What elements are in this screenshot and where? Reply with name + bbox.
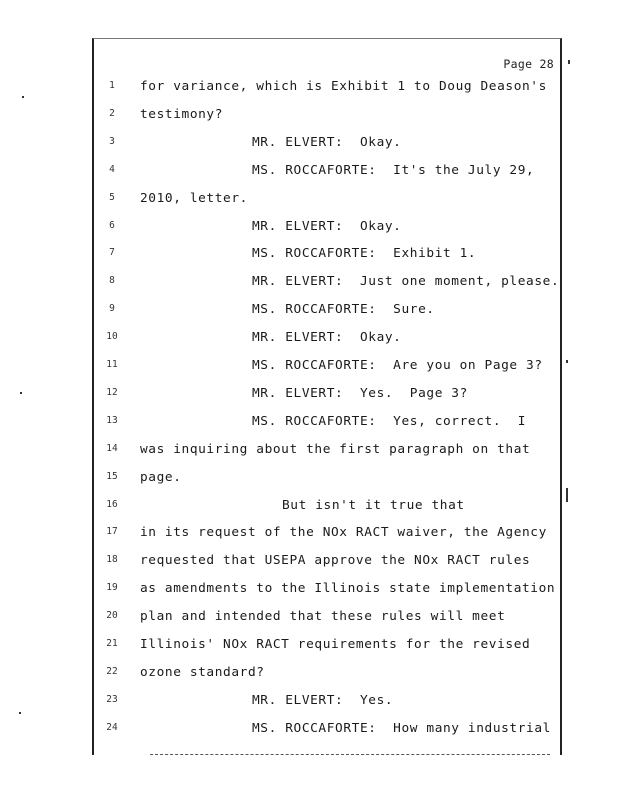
line-number: 17	[106, 526, 118, 538]
scan-mark-left-1	[22, 96, 24, 98]
line-number: 11	[106, 359, 118, 370]
line-text: MS. ROCCAFORTE: How many industrial	[252, 720, 551, 736]
line-text: But isn't it true that	[282, 497, 465, 513]
scan-mark-right-2	[566, 488, 568, 502]
line-text: MS. ROCCAFORTE: Exhibit 1.	[252, 246, 477, 262]
transcript-line	[94, 77, 560, 97]
scan-mark-right-1	[568, 60, 570, 64]
line-number: 1	[109, 80, 115, 91]
transcript-line	[94, 272, 560, 292]
line-text: was inquiring about the first paragraph on that	[140, 441, 531, 457]
line-text: MS. ROCCAFORTE: Sure.	[252, 302, 435, 318]
line-text: MR. ELVERT: Yes. Page 3?	[252, 385, 468, 401]
line-text: Illinois' NOx RACT requirements for the revised	[140, 637, 531, 652]
transcript-page-frame	[92, 38, 562, 755]
line-number: 22	[106, 665, 118, 677]
line-text: plan and intended that these rules will meet	[140, 609, 506, 625]
line-number: 24	[106, 721, 118, 733]
scan-mark-right-3	[566, 360, 568, 363]
transcript-line	[94, 217, 560, 237]
line-number: 8	[109, 275, 115, 287]
scan-mark-left-3	[19, 712, 21, 714]
line-number: 18	[106, 554, 118, 566]
line-number: 9	[109, 303, 115, 315]
transcript-line	[94, 579, 560, 599]
transcript-line	[94, 691, 560, 711]
transcript-line	[94, 468, 560, 488]
transcript-line	[94, 328, 560, 348]
transcript-line	[94, 523, 560, 543]
transcript-line	[94, 384, 560, 404]
line-number: 16	[106, 498, 118, 510]
line-text: 2010, letter.	[140, 190, 248, 206]
page-label: Page 28	[503, 57, 554, 71]
line-text: MR. ELVERT: Okay.	[252, 330, 402, 346]
line-text: page.	[140, 469, 182, 485]
scan-footer-noise	[150, 754, 550, 759]
transcript-line	[94, 300, 560, 320]
line-text: MR. ELVERT: Okay.	[252, 134, 402, 150]
line-number: 10	[106, 331, 118, 343]
line-number: 19	[106, 582, 118, 594]
line-text: in its request of the NOx RACT waiver, the Agency	[140, 525, 547, 541]
transcript-line	[94, 105, 560, 125]
transcript-line	[94, 133, 560, 153]
transcript-line	[94, 663, 560, 683]
line-number: 13	[106, 414, 118, 426]
transcript-line	[94, 412, 560, 432]
line-text: MR. ELVERT: Yes.	[252, 692, 394, 708]
transcript-line	[94, 161, 560, 181]
line-number: 20	[106, 610, 118, 622]
line-number: 2	[109, 107, 115, 119]
line-number: 7	[109, 247, 115, 259]
line-number: 3	[109, 135, 115, 147]
line-number: 5	[109, 191, 115, 203]
line-text: as amendments to the Illinois state implementation	[140, 581, 556, 597]
line-text: requested that USEPA approve the NOx RACT rules	[140, 553, 531, 569]
line-text: MS. ROCCAFORTE: It's the July 29,	[252, 162, 535, 178]
line-text: MR. ELVERT: Okay.	[252, 218, 402, 234]
line-text: MS. ROCCAFORTE: Are you on Page 3?	[252, 358, 543, 373]
line-number: 14	[106, 442, 118, 454]
transcript-line	[94, 356, 560, 376]
transcript-line	[94, 607, 560, 627]
line-number: 6	[109, 219, 115, 231]
line-text: MR. ELVERT: Just one moment, please.	[252, 274, 560, 290]
scan-mark-left-2	[20, 392, 22, 394]
transcript-line	[94, 551, 560, 571]
line-number: 23	[106, 693, 118, 705]
line-number: 12	[106, 386, 118, 398]
line-text: for variance, which is Exhibit 1 to Doug Deason's	[140, 79, 547, 94]
line-number: 15	[106, 470, 118, 482]
line-number: 21	[106, 638, 118, 649]
line-text: MS. ROCCAFORTE: Yes, correct. I	[252, 413, 527, 429]
line-text: ozone standard?	[140, 664, 265, 680]
transcript-line	[94, 244, 560, 264]
transcript-line	[94, 440, 560, 460]
line-number: 4	[109, 163, 115, 175]
transcript-line	[94, 719, 560, 739]
transcript-line	[94, 189, 560, 209]
transcript-line	[94, 496, 560, 516]
line-text: testimony?	[140, 106, 224, 122]
transcript-line	[94, 635, 560, 655]
